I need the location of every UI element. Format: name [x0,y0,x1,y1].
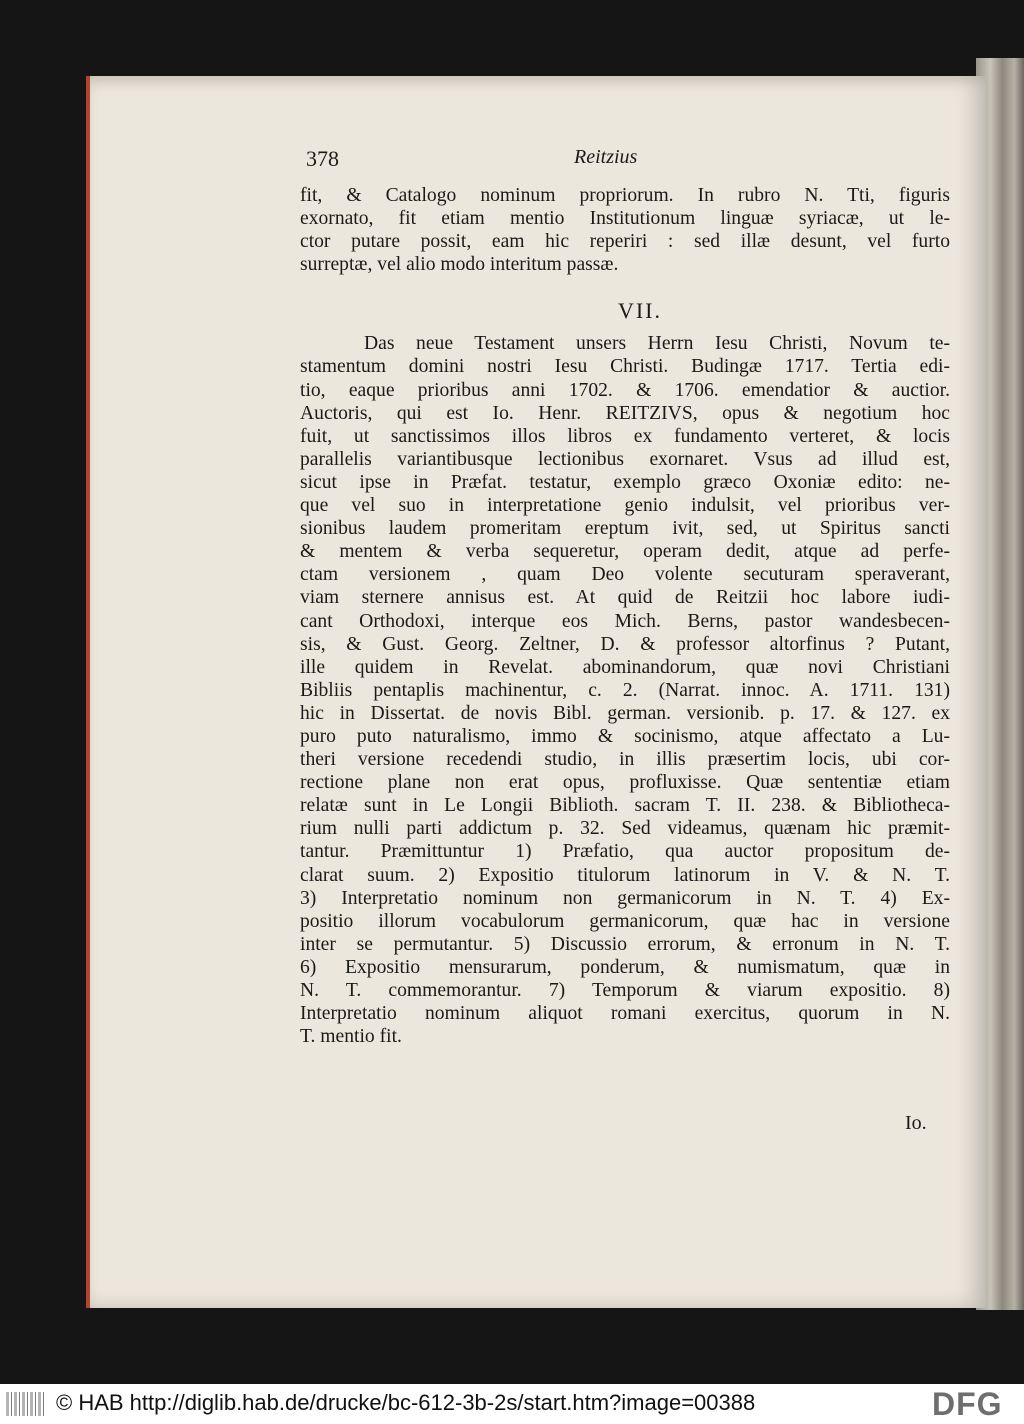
page-number: 378 [306,146,339,171]
text-line: ctor putare possit, eam hic reperiri : sed illæ desunt, vel furto [300,231,950,253]
text-line: theri versione recedendi studio, in illis præsertim locis, ubi cor- [300,749,950,771]
catchword: Io. [905,1112,927,1134]
text-line: sis, & Gust. Georg. Zeltner, D. & professor altorfinus ? Putant, [300,633,950,655]
text-line: viam sternere annisus est. At quid de Reitzii hoc labore iudi- [300,587,950,609]
text-line: ille quidem in Revelat. abominandorum, quæ novi Christiani [300,656,950,678]
text-line: Auctoris, qui est Io. Henr. REITZIVS, opus & negotium hoc [300,402,950,424]
text-line: inter se permutantur. 5) Discussio errorum, & erronum in N. T. [300,933,950,955]
text-line: exornato, fit etiam mentio Institutionum linguæ syriacæ, ut le- [300,208,950,230]
text-line: puro puto naturalismo, immo & socinismo, atque affectato a Lu- [300,725,950,747]
text-line: sicut ipse in Præfat. testatur, exemplo græco Oxoniæ edito: ne- [300,471,950,493]
text-line: rectione plane non erat opus, profluxisse. Quæ sententiæ etiam [300,772,950,794]
text-line: Das neue Testament unsers Herrn Iesu Christi, Novum te- [364,333,950,355]
text-line: 3) Interpretatio nominum non germanicorum in N. T. 4) Ex- [300,887,950,909]
text-block [300,184,950,1048]
text-line: fuit, ut sanctissimos illos libros ex fundamento verteret, & locis [300,425,950,447]
text-line: tio, eaque prioribus anni 1702. & 1706. emendatior & auctior. [300,379,950,401]
text-line: surreptæ, vel alio modo interitum passæ. [300,254,619,276]
text-line: que vel suo in interpretatione genio indulsit, vel prioribus ver- [300,495,950,517]
dfg-logo: DFG [932,1386,1003,1422]
running-head [306,146,956,176]
text-line: stamentum domini nostri Iesu Christi. Budingæ 1717. Tertia edi- [300,356,950,378]
copyright-url-text[interactable]: © HAB http://diglib.hab.de/drucke/bc-612-3b-2s/start.htm?image=00388 [56,1390,756,1415]
text-line: N. T. commemorantur. 7) Temporum & viarum expositio. 8) [300,980,950,1001]
text-line: clarat suum. 2) Expositio titulorum latinorum in V. & N. T. [300,864,950,886]
text-line: T. mentio fit. [300,1026,402,1048]
text-line: cant Orthodoxi, interque eos Mich. Berns, pastor wandesbecen- [300,610,950,632]
section-heading: VII. [617,298,663,324]
text-line: ctam versionem , quam Deo volente secuturam speraverant, [300,564,950,586]
text-line: & mentem & verba sequeretur, operam dedit, atque ad perfe- [300,541,950,563]
text-line: rium nulli parti addictum p. 32. Sed videamus, quænam hic præmit- [300,818,950,840]
text-line: hic in Dissertat. de novis Bibl. german. versionib. p. 17. & 127. ex [300,702,950,724]
text-line: tantur. Præmittuntur 1) Præfatio, qua auctor propositum de- [300,841,950,863]
text-line: Interpretatio nominum aliquot romani exercitus, quorum in N. [300,1003,950,1025]
text-line: positio illorum vocabulorum germanicorum, quæ hac in versione [300,910,950,932]
text-line: fit, & Catalogo nominum propriorum. In rubro N. Tti, figuris [300,185,950,206]
text-line: parallelis variantibusque lectionibus exornaret. Vsus ad illud est, [300,448,950,470]
running-head-title: Reitzius [574,146,638,168]
text-line: relatæ sunt in Le Longii Biblioth. sacram T. II. 238. & Bibliotheca- [300,795,950,817]
barcode-icon [6,1392,46,1416]
footer-bar [0,1384,1024,1424]
text-line: 6) Expositio mensurarum, ponderum, & numismatum, quæ in [300,956,950,978]
text-line: sionibus laudem promeritam ereptum ivit, sed, ut Spiritus sancti [300,518,950,540]
text-line: Bibliis pentaplis machinentur, c. 2. (Narrat. innoc. A. 1711. 131) [300,679,950,701]
